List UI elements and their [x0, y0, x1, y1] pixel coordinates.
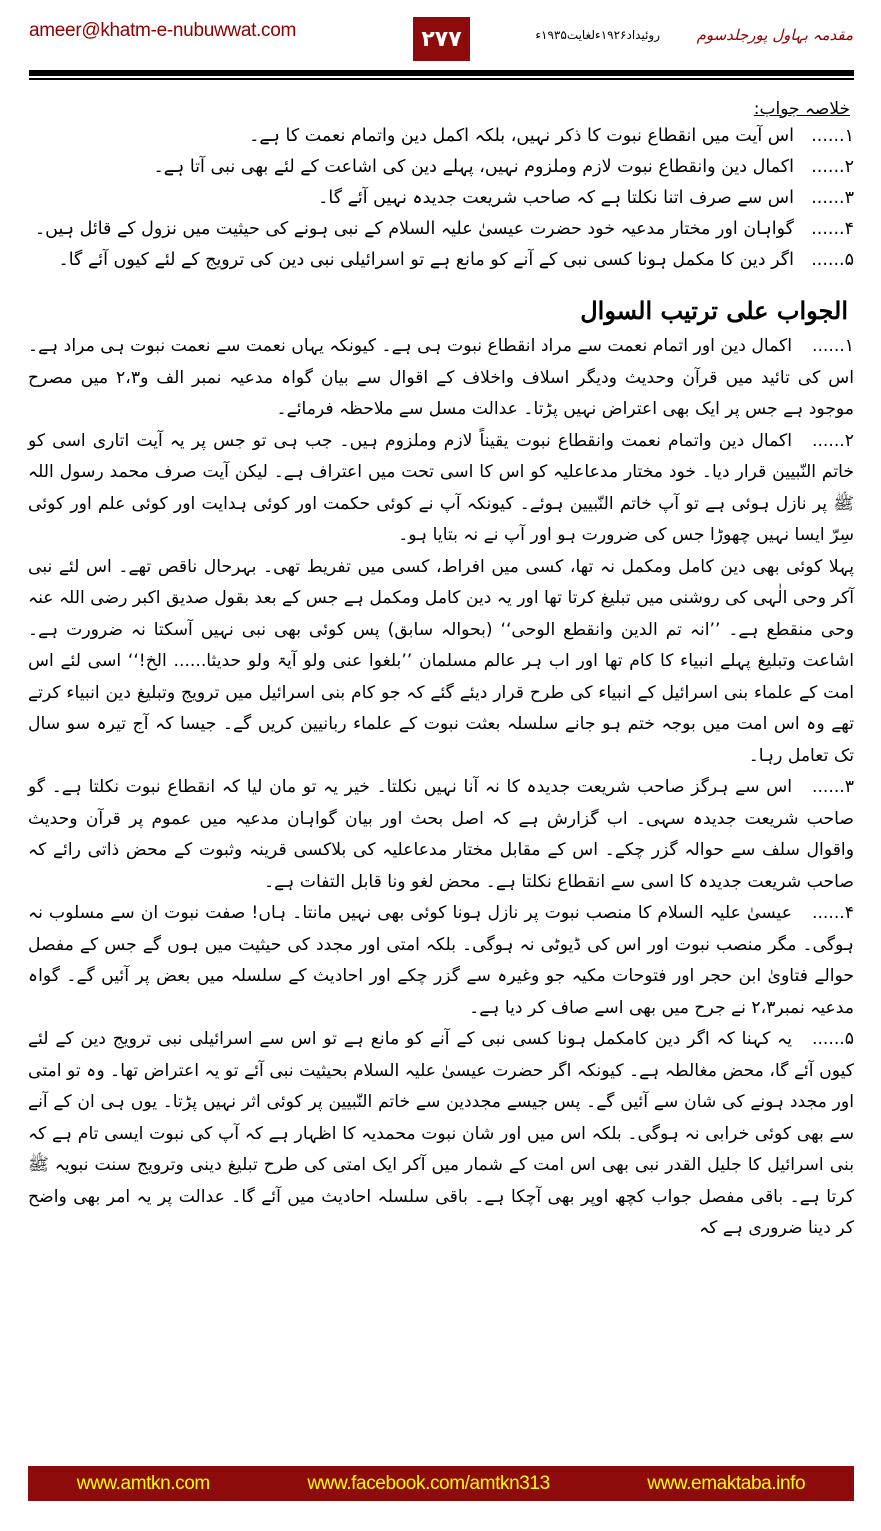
page-header: [0, 0, 881, 90]
paragraph-number: ۲......: [811, 430, 854, 451]
item-number: ۵......: [811, 250, 854, 270]
item-number: ۴......: [811, 219, 854, 239]
book-title: مقدمہ بہاول پورجلدسوم: [696, 26, 853, 44]
summary-heading: خلاصہ جواب:: [753, 99, 850, 119]
item-text: اس سے صرف اتنا نکلتا ہے کہ صاحب شریعت جدیدہ نہیں آئے گا۔: [318, 188, 794, 208]
item-text: گواہان اور مختار مدعیہ خود حضرت عیسیٰ علیہ السلام کے نبی ہونے کی حیثیت میں نزول کے قائل ہیں۔: [34, 219, 794, 239]
paragraph-number: ۴......: [811, 903, 854, 923]
paragraph-text: پہلا کوئی بھی دین کامل ومکمل نہ تھا، کسی میں افراط، کسی میں تفریط تھی۔ بہرحال ناقص تھے۔ اس لئے نبی آکر وحی الٰہی کی روشنی میں تبلیغ کرتا تھا اور یہ دین کامل ومکمل ہے جس کے بعد بقول صدیق اکبر رضی اللہ عنہ وحی منقطع ہے۔ ’’انہ تم الدین وانقطع الوحی‘‘ (بحوالہ سابق) پس کوئی بھی نبی نہیں آسکتا نہ ضرورت ہے۔ اشاعت وتبلیغ پہلے انبیاء کا کام تھا اور اب ہر عالم مسلمان ’’بلغوا عنی ولو آیۃ ولو حدیثا...... الخ!‘‘ اسی لئے اس امت کے علماء بنی اسرائیل کے انبیاء کی طرح قرار دیئے گئے کہ جو کام بنی اسرائیل میں ترویج وتبلیغ دین انبیاء کرتے تھے وہ اس امت میں بوجہ ختم ہو جانے سلسلہ بعثت نبوت کے علماء ربانیین کریں گے۔ جیسا کہ آج تیرہ سو سال تک تعامل رہا۔: [28, 556, 854, 766]
item-text: اکمال دین وانقطاع نبوت لازم وملزوم نہیں، پہلے دین کی اشاعت کے لئے بھی نبی آتا ہے۔: [153, 157, 794, 177]
summary-item: [28, 245, 854, 276]
summary-list: [28, 121, 854, 276]
page-number-badge: ۲۷۷: [413, 17, 470, 61]
item-number: ۳......: [811, 188, 854, 208]
page-content: [28, 92, 854, 1245]
summary-item: [28, 183, 854, 214]
footer-link-facebook[interactable]: www.facebook.com/amtkn313: [307, 1472, 550, 1494]
item-text: اگر دین کا مکمل ہونا کسی نبی کے آنے کو مانع ہے تو اسرائیلی نبی دین کی ترویج کے لئے کیوں آئے گا۔: [58, 250, 794, 270]
footer-banner: [28, 1466, 854, 1501]
item-number: ۱......: [811, 126, 854, 146]
paragraph-text: یہ کہنا کہ اگر دین کامکمل ہونا کسی نبی کے آنے کو مانع ہے تو اس سے اسرائیلی نبی ترویج دین کے لئے کیوں آئے گا، محض مغالطہ ہے۔ کیونکہ اگر حضرت عیسیٰ علیہ السلام بحیثیت نبی آئے تو یہ اعتراض تھا۔ وہ تو امتی اور مجدد ہونے کی شان سے آئیں گے۔ پس جیسے مجددین سے خاتم النّبیین پر کوئی اثر نہیں پڑتا۔ یوں ہی ان کے آنے سے بھی کوئی خرابی نہ ہوگی۔ بلکہ اس میں اور شان نبوت محمدیہ کا اظہار ہے کہ آپ کی نبوت ایسی تام ہے کہ بنی اسرائیل کا جلیل القدر نبی بھی اس امت کے شمار میں آکر ایک امتی کی طرح تبلیغ دینی وترویج سنت نبویہ ﷺ کرتا ہے۔ باقی مفصل جواب کچھ اوپر بھی آچکا ہے۔ باقی سلسلہ احادیث میں آئے گا۔ عدالت پر یہ امر بھی واضح کر دینا ضروری ہے کہ: [28, 1029, 854, 1238]
header-subtitle: روئیداد۱۹۲۶ءلغایت۱۹۳۵ء: [535, 28, 660, 42]
answer-paragraph: [28, 426, 854, 552]
paragraph-number: ۵......: [811, 1029, 854, 1049]
paragraph-text: اس سے ہرگز صاحب شریعت جدیدہ کا نہ آنا نہیں نکلتا۔ خیر یہ تو مان لیا کہ انقطاع نبوت نکلتا ہے۔ گو صاحب شریعت جدیدہ سہی۔ اب گزارش ہے کہ اصل بحث اور بیان گواہان مدعیہ میں عموم پر قرآن وحدیث واقوال سلف سے حوالہ گزر چکے۔ اس کے مقابل مختار مدعاعلیہ کی بلاکسی قرینہ وثبوت کے محض ذاتی رائے کہ صاحب شریعت جدیدہ کا اسی سے انقطاع نکلتا ہے۔ محض لغو ونا قابل التفات ہے۔: [28, 777, 854, 892]
item-number: ۲......: [811, 157, 854, 177]
section-heading: الجواب علی ترتیب السوال: [580, 296, 848, 325]
answer-paragraph: [28, 1024, 854, 1245]
paragraph-text: اکمال دین اور اتمام نعمت سے مراد انقطاع نبوت ہی ہے۔ کیونکہ یہاں نعمت سے نعمت نبوت ہی مراد ہے۔ اس کی تائید میں قرآن وحدیث ودیگر اسلاف واخلاف کے اقوال سے بیان گواہ مدعیہ نمبر الف و۲،۳ میں مصرح موجود ہے جس پر ایک بھی اعتراض نہیں پڑتا۔ عدالت مسل سے ملاحظہ فرمائے۔: [28, 336, 854, 419]
answer-paragraph: [28, 552, 854, 773]
answer-paragraph: [28, 772, 854, 898]
paragraph-text: اکمال دین واتمام نعمت وانقطاع نبوت یقیناً لازم وملزوم ہیں۔ جب ہی تو جس پر یہ آیت اتاری اسی کو خاتم النّبیین قرار دیا۔ خود مختار مدعاعلیہ کو اس کا اسی تحت میں اعتراف ہے۔ لیکن آیت صرف محمد رسول اللہ ﷺ پر نازل ہوئی ہے تو آپ خاتم النّبیین ہوئے۔ کیونکہ آپ نے کوئی حکمت اور کوئی ہدایت اور کوئی علم اور کوئی سِرّ ایسا نہیں چھوڑا جس کی ضرورت ہو اور آپ نے نہ بتایا ہو۔: [28, 430, 854, 545]
summary-item: [28, 121, 854, 152]
paragraph-text: عیسیٰ علیہ السلام کا منصب نبوت پر نازل ہونا کوئی بھی نہیں مانتا۔ ہاں! صفت نبوت ان سے مسلوب نہ ہوگی۔ مگر منصب نبوت اور اس کی ڈیوٹی نہ ہوگی۔ بلکہ امتی اور مجدد کی حیثیت میں ہوں گے جس کے مفصل حوالے فتاویٰ ابن حجر اور فتوحات مکیہ جو وغیرہ سے گزر چکے اور احادیث کے سلسلہ میں بعض پر آئیں گے۔ گواہ مدعیہ نمبر۲،۳ نے جرح میں بھی اسے صاف کر دیا ہے۔: [28, 903, 854, 1018]
header-rule-thick: [29, 70, 854, 76]
header-rule-thin: [29, 78, 854, 80]
answer-paragraph: [28, 331, 854, 426]
email-link[interactable]: ameer@khatm-e-nubuwwat.com: [29, 20, 297, 41]
paragraph-number: ۱......: [811, 336, 854, 356]
footer-link-emaktaba[interactable]: www.emaktaba.info: [647, 1472, 806, 1494]
footer-link-amtkn[interactable]: www.amtkn.com: [76, 1472, 210, 1494]
item-text: اس آیت میں انقطاع نبوت کا ذکر نہیں، بلکہ اکمل دین واتمام نعمت کا ہے۔: [249, 126, 794, 146]
summary-item: [28, 152, 854, 183]
paragraph-number: ۳......: [811, 777, 854, 797]
summary-item: [28, 214, 854, 245]
answer-paragraph: [28, 898, 854, 1024]
